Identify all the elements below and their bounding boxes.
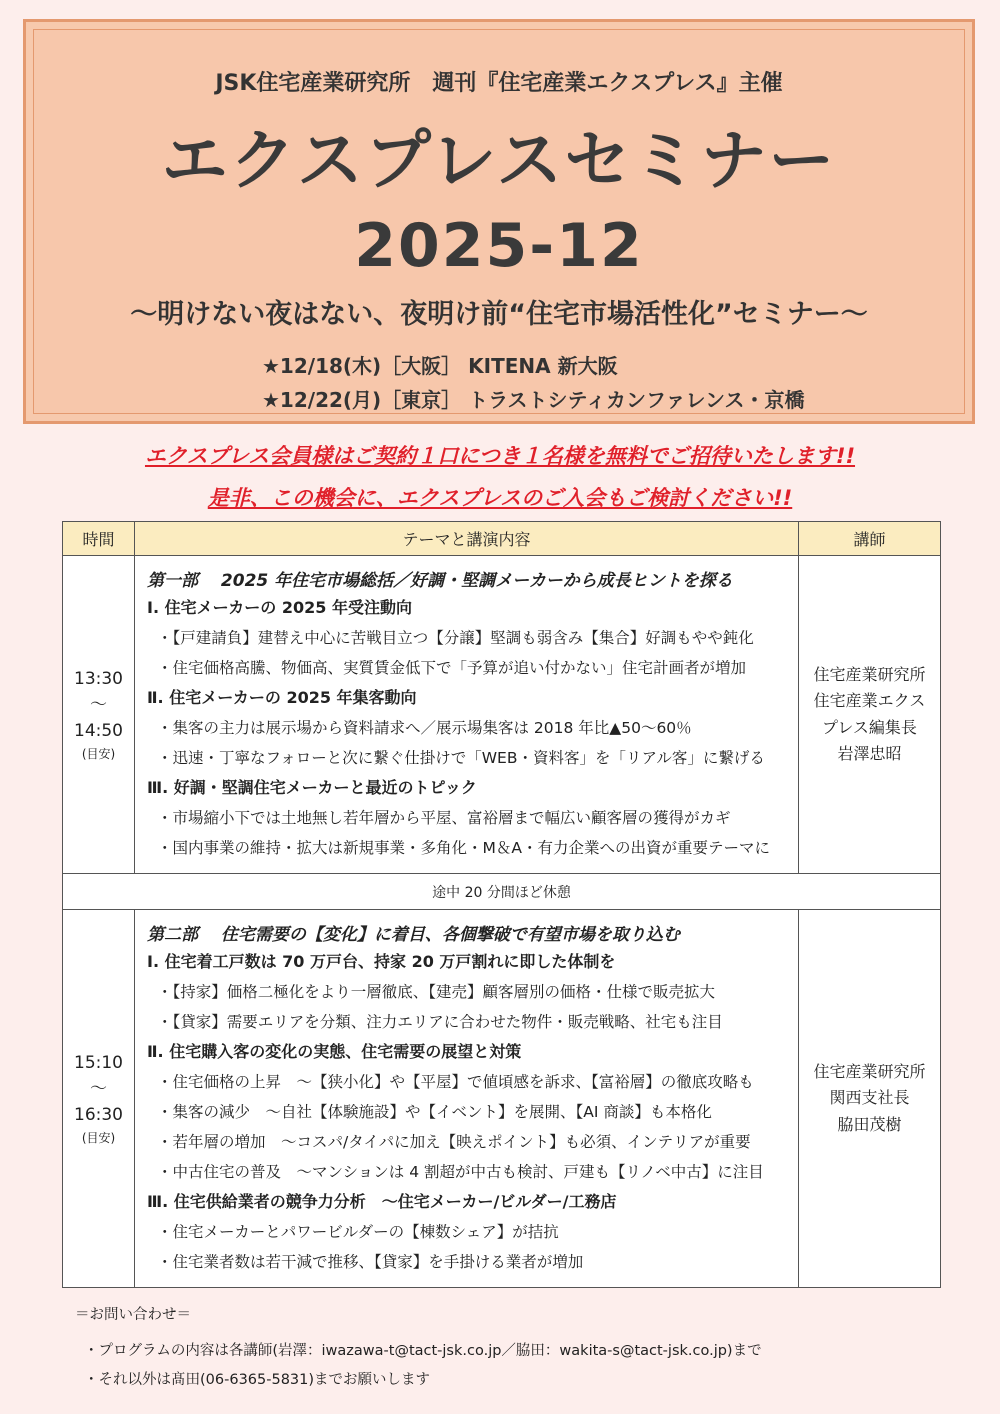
seminar-title: エクスプレスセミナー [161, 122, 837, 199]
date-tokyo: ★12/22(月)［東京］ トラストシティカンファレンス・京橋 [262, 388, 805, 412]
member-notice: エクスプレス会員様はご契約１口につき１名様を無料でご招待いたします!! [144, 444, 856, 468]
session-1-lecturer [799, 556, 941, 874]
time-end: 14:50 [74, 721, 123, 742]
header-banner [23, 19, 975, 424]
list-item: ・若年層の増加 ～コスパ/タイパに加え【映えポイント】も必須、インテリアが重要 [157, 1133, 751, 1151]
section-title: Ⅱ. 住宅メーカーの 2025 年集客動向 [147, 688, 417, 707]
date-osaka: ★12/18(木)［大阪］ KITENA 新大阪 [262, 354, 618, 378]
list-item: ・中古住宅の普及 ～マンションは 4 割超が中古も検討、戸建も【リノベ中古】に注目 [157, 1163, 764, 1181]
session-1-time [63, 556, 135, 874]
lecturer-name: 岩澤忠昭 [837, 743, 902, 763]
header-inner [33, 29, 965, 414]
list-item: ・集客の減少 ～自社【体験施設】や【イベント】を展開、【AI 商談】も本格化 [157, 1103, 712, 1121]
list-item: ・集客の主力は展示場から資料請求へ／展示場集客は 2018 年比▲50～60％ [157, 719, 692, 737]
list-item: ・国内事業の維持・拡大は新規事業・多角化・M＆A・有力企業への出資が重要テーマに [157, 839, 770, 857]
part-1-title: 第一部 2025 年住宅市場総括／好調・堅調メーカーから成長ヒントを探る [147, 571, 733, 591]
section-title: Ⅲ. 好調・堅調住宅メーカーと最近のトピック [147, 778, 477, 797]
list-item: ・市場縮小下では土地無し若年層から平屋、富裕層まで幅広い顧客層の獲得がカギ [157, 809, 731, 827]
list-item: ・住宅メーカーとパワービルダーの【棟数シェア】が拮抗 [157, 1223, 559, 1241]
contact-line-other: ・それ以外は髙田(06-6365-5831)までお願いします [84, 1372, 431, 1388]
seminar-year: 2025-12 [354, 211, 644, 281]
lecturer-line: プレス編集長 [822, 717, 917, 737]
time-tilde: ～ [90, 695, 107, 716]
header-time: 時間 [63, 522, 135, 556]
list-item: ・迅速・丁寧なフォローと次に繋ぐ仕掛けで「WEB・資料客」を「リアル客」に繋げる [157, 749, 765, 767]
header-lecturer: 講師 [799, 522, 941, 556]
time-tilde: ～ [90, 1079, 107, 1100]
contact-line-program: ・プログラムの内容は各講師(岩澤：iwazawa-t@tact-jsk.co.jp／脇田：wakita-s@tact-jsk.co.jp)まで [84, 1343, 762, 1359]
time-approx: (目安) [81, 746, 116, 761]
list-item: ・【持家】価格二極化をより一層徹底、【建売】顧客層別の価格・仕様で販売拡大 [157, 983, 716, 1001]
session-2-content [135, 910, 799, 1288]
header-theme: テーマと講演内容 [135, 522, 799, 556]
section-title: Ⅰ. 住宅着工戸数は 70 万戸台、持家 20 万戸割れに即した体制を [147, 952, 616, 971]
list-item: ・住宅価格の上昇 ～【狭小化】や【平屋】で値頃感を訴求、【富裕層】の徹底攻略も [157, 1073, 754, 1091]
lecturer-line: 住宅産業研究所 [813, 1061, 926, 1081]
table-header-row [63, 522, 941, 556]
join-notice: 是非、この機会に、エクスプレスのご入会もご検討ください!! [207, 486, 793, 510]
break-row [63, 874, 941, 910]
lecturer-line: 住宅産業研究所 [813, 664, 926, 684]
session-1-content [135, 556, 799, 874]
session-2-row [63, 910, 941, 1288]
break-text: 途中 20 分間ほど休憩 [63, 874, 941, 910]
session-1-row [63, 556, 941, 874]
organizer-line: JSK住宅産業研究所 週刊『住宅産業エクスプレス』主催 [215, 71, 783, 96]
contact-heading: ＝お問い合わせ＝ [75, 1307, 191, 1323]
lecturer-line: 住宅産業エクス [813, 691, 926, 711]
lecturer-name: 脇田茂樹 [837, 1114, 902, 1134]
list-item: ・【戸建請負】建替え中心に苦戦目立つ【分譲】堅調も弱含み【集合】好調もやや鈍化 [157, 629, 754, 647]
part-2-title: 第二部 住宅需要の【変化】に着目、各個撃破で有望市場を取り込む [147, 925, 680, 945]
section-title: Ⅰ. 住宅メーカーの 2025 年受注動向 [147, 598, 412, 617]
time-approx: (目安) [81, 1130, 116, 1145]
time-end: 16:30 [74, 1105, 123, 1126]
time-start: 13:30 [74, 668, 123, 689]
session-2-time [63, 910, 135, 1288]
list-item: ・住宅業者数は若干減で推移、【貸家】を手掛ける業者が増加 [157, 1253, 584, 1271]
section-title: Ⅲ. 住宅供給業者の競争力分析 ～住宅メーカー/ビルダー/工務店 [147, 1192, 617, 1211]
seminar-subtitle: ～明けない夜はない、夜明け前“住宅市場活性化”セミナー～ [130, 299, 868, 330]
lecturer-line: 関西支社長 [829, 1088, 910, 1108]
section-title: Ⅱ. 住宅購入客の変化の実態、住宅需要の展望と対策 [147, 1042, 522, 1061]
time-start: 15:10 [74, 1052, 123, 1073]
program-table [62, 521, 941, 1288]
session-2-lecturer [799, 910, 941, 1288]
list-item: ・住宅価格高騰、物価高、実質賃金低下で「予算が追い付かない」住宅計画者が増加 [157, 659, 747, 677]
list-item: ・【貸家】需要エリアを分類、注力エリアに合わせた物件・販売戦略、社宅も注目 [157, 1013, 723, 1031]
